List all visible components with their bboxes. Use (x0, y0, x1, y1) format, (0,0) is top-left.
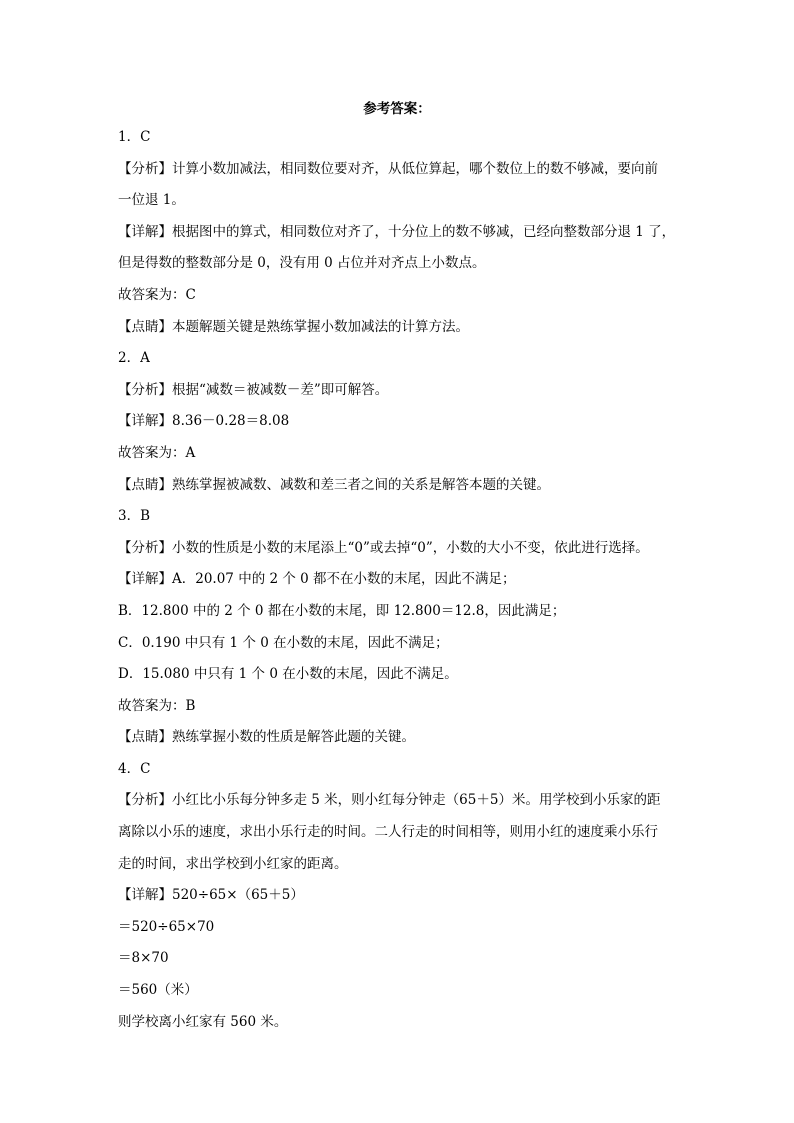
text-line: 【详解】A．20.07 中的 2 个 0 都不在小数的末尾，因此不满足； (118, 571, 516, 588)
text-line: 3．B (118, 508, 151, 525)
text-line: 【点睛】本题解题关键是熟练掌握小数加减法的计算方法。 (118, 318, 469, 335)
text-line: 【分析】小数的性质是小数的末尾添上“0”或去掉“0”，小数的大小不变，依此进行选择。 (118, 539, 649, 556)
text-line: 一位退 1。 (118, 192, 185, 209)
text-line: 【详解】8.36－0.28＝8.08 (118, 413, 290, 430)
text-line: ＝560（米） (118, 982, 198, 999)
text-line: ＝8×70 (118, 950, 169, 967)
text-line: 但是得数的整数部分是 0，没有用 0 占位并对齐点上小数点。 (118, 255, 486, 272)
text-line: 1．C (118, 129, 151, 145)
text-line: 4．C (118, 760, 151, 777)
answer-lines (118, 122, 678, 1038)
text-line: 则学校离小红家有 560 米。 (118, 1013, 288, 1030)
text-line: 【点睛】熟练掌握小数的性质是解答此题的关键。 (118, 729, 415, 746)
text-line: B．12.800 中的 2 个 0 都在小数的末尾，即 12.800＝12.8，因此满足； (118, 602, 566, 619)
text-line: 【详解】520÷65×（65＋5） (118, 887, 304, 904)
text-line: 故答案为：B (118, 697, 196, 714)
text-line: ＝520÷65×70 (118, 918, 215, 935)
text-line: 故答案为：C (118, 286, 196, 303)
text-line: 2．A (118, 350, 150, 367)
text-line: 【分析】计算小数加减法，相同数位要对齐，从低位算起，哪个数位上的数不够减，要向前 (118, 160, 658, 177)
text-line: 故答案为：A (118, 444, 196, 461)
text-line: 【点睛】熟练掌握被减数、减数和差三者之间的关系是解答本题的关键。 (118, 476, 550, 493)
text-line: C．0.190 中只有 1 个 0 在小数的末尾，因此不满足； (118, 634, 449, 651)
text-line: 走的时间，求出学校到小红家的距离。 (118, 855, 348, 872)
page-title: 参考答案： (363, 101, 431, 117)
text-line: 【分析】根据“减数＝被减数－差”即可解答。 (118, 381, 389, 398)
text-line: D．15.080 中只有 1 个 0 在小数的末尾，因此不满足。 (118, 666, 458, 683)
text-line: 离除以小乐的速度，求出小乐行走的时间。二人行走的时间相等，则用小红的速度乘小乐行 (118, 824, 658, 841)
text-line: 【分析】小红比小乐每分钟多走 5 米，则小红每分钟走（65＋5）米。用学校到小乐家的距 (118, 792, 661, 809)
text-line: 【详解】根据图中的算式，相同数位对齐了，十分位上的数不够减，已经向整数部分退 1 了， (118, 223, 676, 240)
